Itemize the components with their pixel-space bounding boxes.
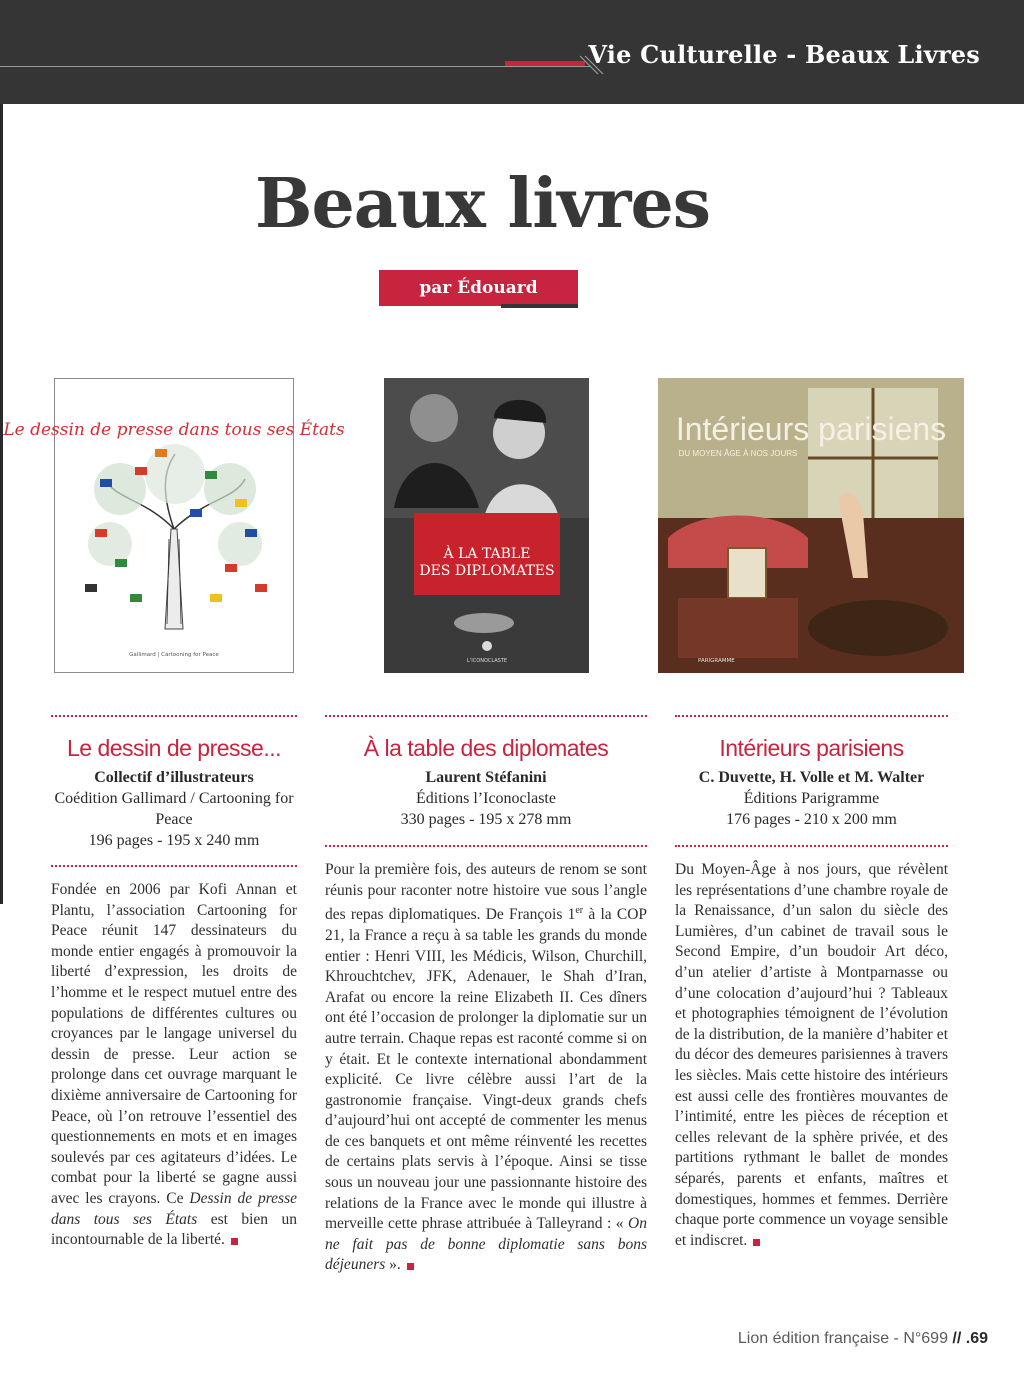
cover-imprint: Gallimard | Cartooning for Peace [129,652,219,658]
cover-title-line1: À LA TABLE [443,546,531,562]
book-specs: 196 pages - 195 x 240 mm [88,832,260,849]
byline-underline [501,304,578,308]
end-mark-icon [231,1238,238,1245]
book-info [51,767,297,851]
book-cover-interieurs-parisiens [658,378,964,673]
section-label: Vie Culturelle - Beaux Livres [588,40,980,69]
book-title: Intérieurs parisiens [719,735,904,761]
text-run: Dessin de presse dans tous ses États [51,1189,298,1228]
book-title: Le dessin de presse... [66,735,282,761]
text-run: ». [385,1256,401,1274]
text-run: est bien un incontournable de la liberté. [51,1210,297,1249]
book-publisher: Coédition Gallimard / Cartooning for Peace [54,790,294,828]
text-run: Du Moyen-Âge à nos jours, que révèlent les représentations d’une chambre royale de la Renaissance, d’un salon du siècle des Lumières, d’un cabinet de travail sous le Second Empire, d’un boudoir Art déco, d’un atelier d’artiste à Montparnasse ou d’une colocation d’aujourd’hui ? Tableaux et photographies témoignent de l’évolution de la distribution, de la manière d’habiter et du décor des demeures parisiennes à travers les siècles. Mais cette histoire des intérieurs est aussi celle des frontières mouvantes de l’intimité, entre les pièces de réception et celles relevant de la sphère privée, et des partitions rythmant le ballet de mondes séparés, parents et enfants, maîtres et domestiques, hommes et femmes. Derrière chaque porte commence un voyage sensible et indiscret. [675,861,948,1249]
book-author: Laurent Stéfanini [425,769,547,786]
divider [325,715,647,717]
text-run: à la COP 21, la France a reçu à sa table les grands du monde entier : Henri VIII, les Médicis, Wilson, Churchill, Khrouchtchev, JFK, Adenauer, le Shah d’Iran, Arafat ou encore la reine Elizabeth II. Ces dîners ont été l’occasion de prolonger la diplomatie sur un autre terrain. Chaque repas est raconté comme si on y était. Et le contexte international abondamment explicité. Ce livre célèbre aussi l’art de la gastronomie française. Vingt-deux grands chefs d’aujourd’hui ont accepté de commenter les menus de ces banquets et ont même réinventé les recettes de certains plats servis à l’époque. Ainsi se tisse sous un nouveau jour une passionnante histoire des relations de la France avec le monde qui illustre à merveille cette phrase attribuée à Talleyrand : « [325,906,648,1233]
text-run: Pour la première fois, des auteurs de renom se sont réunis pour raconter notre histoire vue sous l’angle des repas diplomatiques. De François 1 [325,861,647,924]
divider [675,715,948,717]
painting-illustration [658,378,964,673]
divider [325,845,647,847]
byline: par Édouard Meystre [419,278,538,334]
page-footer [738,1330,988,1348]
book-description [675,860,948,1251]
divider [51,865,297,867]
book-cover-dessin-de-presse [3,378,345,673]
book-cover-table-des-diplomates [384,378,589,673]
text-run: er [575,905,584,917]
cover-subtitle: DU MOYEN ÂGE À NOS JOURS [678,449,798,458]
description-paragraph [325,860,647,1276]
footer-separator: // [947,1330,966,1347]
text-run: Fondée en 2006 par Kofi Annan et Plantu, l’association Cartooning for Peace réunit 147 dessinateurs du monde entier engagés à promouvoir la liberté d’expression, les droits de l’homme et le respect mutuel entre des populations de différentes cultures ou croyances par le langage universel du dessin de presse. Leur action se prolonge dans cet ouvrage marquant le dixième anniversaire de Cartooning for Peace, où l’on retrouve l’essentiel des questionnements en mots et en images soulevés par ces agitateurs d’idées. Le combat pour la liberté se gagne aussi avec les crayons. Ce [51,881,297,1207]
description-paragraph [51,880,297,1251]
book-info [675,767,948,830]
description-paragraph [675,860,948,1251]
page-number: .69 [965,1330,988,1347]
end-mark-icon [407,1263,414,1270]
cover-title: Intérieurs parisiens [675,411,947,447]
cover-title-line2: DES DIPLOMATES [419,563,555,579]
photo-illustration [384,378,589,673]
cover-imprint: PARIGRAMME [698,658,735,664]
header-bar [0,0,1024,104]
book-specs: 330 pages - 195 x 278 mm [400,811,572,828]
book-specs: 176 pages - 210 x 200 mm [726,811,897,828]
end-mark-icon [753,1239,760,1246]
book-publisher: Éditions l’Iconoclaste [416,790,556,807]
book-title: À la table des diplomates [363,735,609,761]
book-author: Collectif d’illustrateurs [94,769,254,786]
tree-illustration [3,379,345,672]
divider [675,845,948,847]
book-author: C. Duvette, H. Volle et M. Walter [698,769,925,786]
byline-badge [379,270,578,334]
cover-imprint: L’ICONOCLASTE [466,658,508,664]
book-publisher: Éditions Parigramme [743,790,880,807]
magazine-issue: Lion édition française - N°699 [737,1330,948,1347]
book-info [325,767,647,830]
divider [51,715,297,717]
text-run: On ne fait pas de bonne diplomatie sans bons déjeuners [325,1215,647,1274]
header-accent [505,61,585,66]
book-description [325,860,647,1276]
header-rule [0,66,590,67]
cover-title: Le dessin de presse dans tous ses États [3,420,345,440]
book-description [51,880,297,1251]
page-title: Beaux livres [254,164,710,244]
